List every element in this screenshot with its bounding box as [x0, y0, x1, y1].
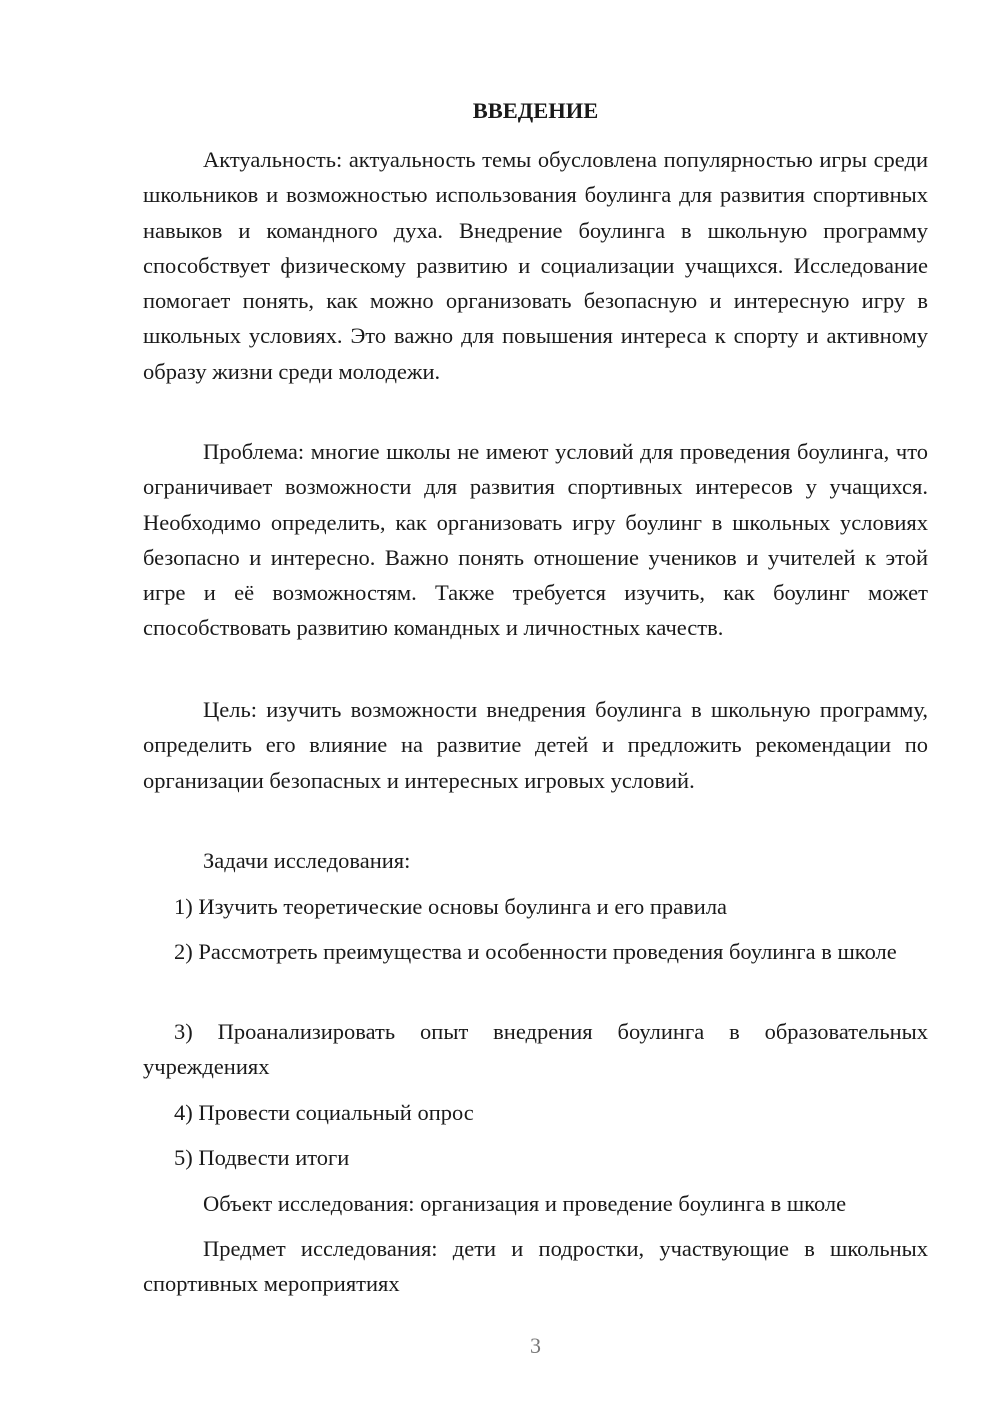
problem-paragraph: Проблема: многие школы не имеют условий для проведения боулинга, что ограничивает возможности для развития спортивных интересов у учащихся. Необходимо определить, как организовать игру боулинг в школьных условиях безопасно и интересно. Важно понять отношение учеников и учителей к этой игре и её возможностям. Также требуется изучить, как боулинг может способствовать развитию командных и личностных качеств. [143, 439, 928, 641]
task-item-2: 2) Рассмотреть преимущества и особенности проведения боулинга в школе [174, 939, 897, 964]
relevance-paragraph: Актуальность: актуальность темы обусловлена популярностью игры среди школьников и возможностью использования боулинга для развития спортивных навыков и командного духа. Внедрение боулинга в школьную программу способствует физическому развитию и социализации учащихся. Исследование помогает понять, как можно организовать безопасную и интересную игру в школьных условиях. Это важно для повышения интереса к спорту и активному образу жизни среди молодежи. [143, 147, 928, 384]
research-object: Объект исследования: организация и проведение боулинга в школе [203, 1191, 847, 1216]
page-number: 3 [530, 1333, 541, 1358]
task-item-5: 5) Подвести итоги [174, 1145, 350, 1170]
task-item-4: 4) Провести социальный опрос [174, 1100, 474, 1125]
tasks-heading: Задачи исследования: [203, 848, 411, 873]
research-subject: Предмет исследования: дети и подростки, участвующие в школьных спортивных мероприятиях [143, 1236, 928, 1297]
task-item-3: 3) Проанализировать опыт внедрения боулинга в образовательных учреждениях [143, 1019, 928, 1080]
task-item-1: 1) Изучить теоретические основы боулинга и его правила [174, 894, 728, 919]
page-title: ВВЕДЕНИЕ [472, 98, 599, 123]
goal-paragraph: Цель: изучить возможности внедрения боулинга в школьную программу, определить его влияние на развитие детей и предложить рекомендации по организации безопасных и интересных игровых условий. [143, 697, 928, 793]
